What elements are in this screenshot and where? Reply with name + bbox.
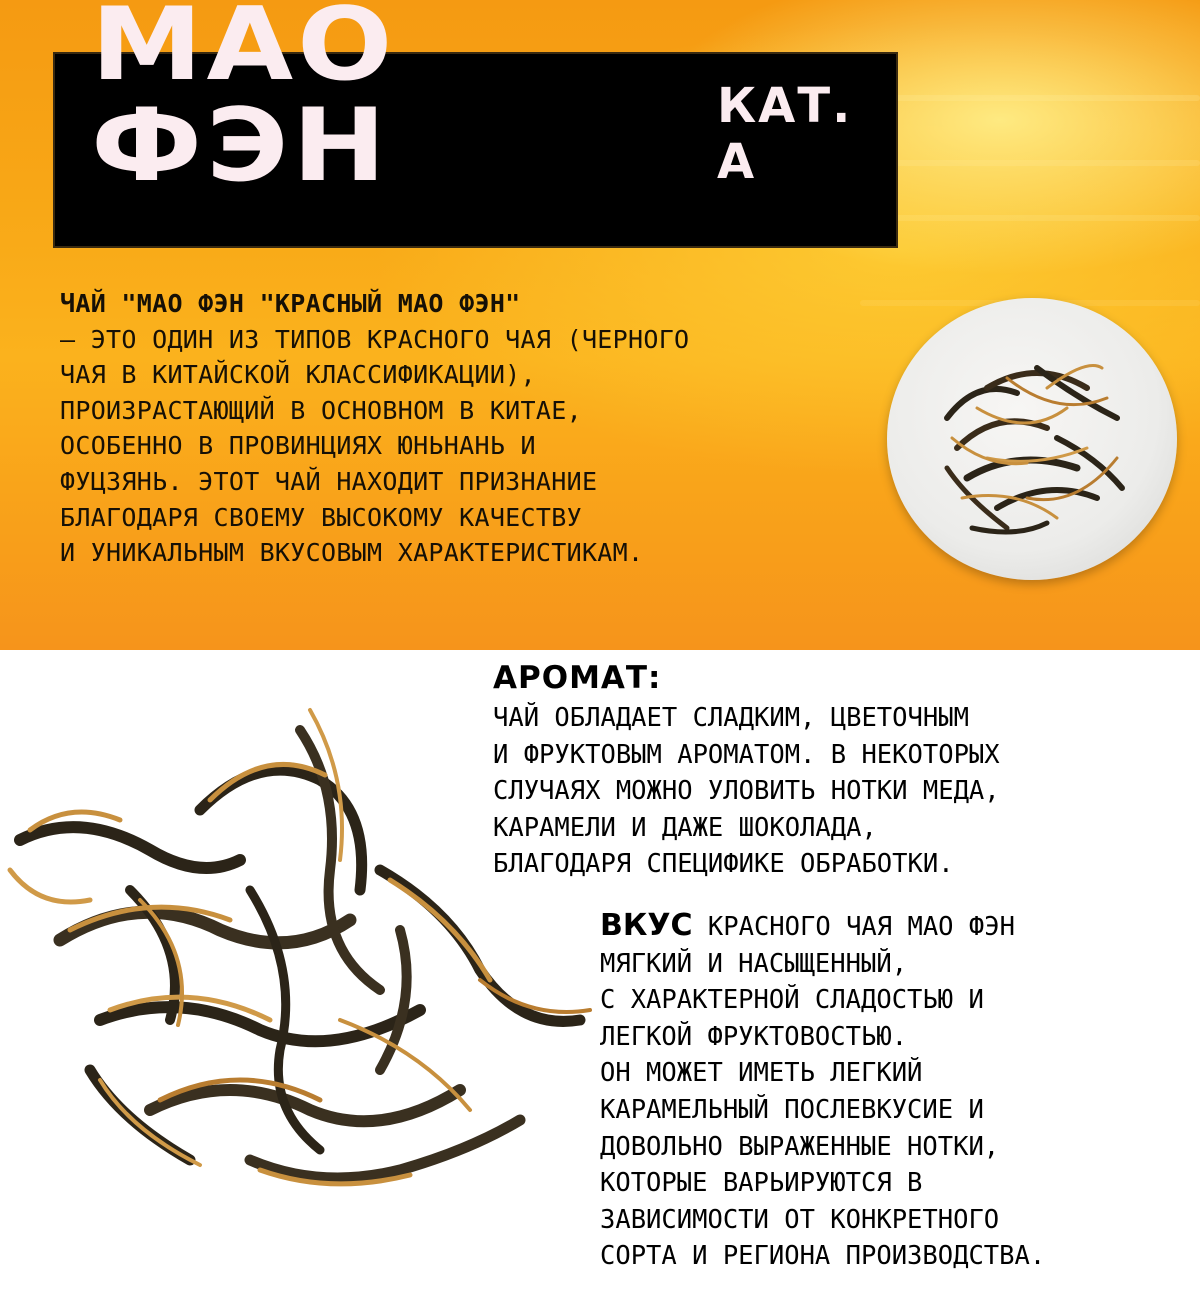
intro-text [60, 286, 880, 571]
taste-line: КОТОРЫЕ ВАРЬИРУЮТСЯ В [600, 1168, 923, 1199]
tea-on-plate-icon [887, 298, 1177, 580]
intro-bold-prefix: ЧАЙ "МАО ФЭН "КРАСНЫЙ МАО ФЭН" [60, 289, 521, 318]
taste-first-line: КРАСНОГО ЧАЯ МАО ФЭН [692, 912, 1015, 942]
intro-line: ПРОИЗРАСТАЮЩИЙ В ОСНОВНОМ В КИТАЕ, [60, 395, 582, 425]
taste-line: ДОВОЛЬНО ВЫРАЖЕННЫЕ НОТКИ, [600, 1131, 1000, 1162]
category-label: КАТ. А [716, 78, 853, 190]
intro-line: ОСОБЕННО В ПРОВИНЦИЯХ ЮНЬНАНЬ И [60, 431, 536, 461]
intro-line: ЧАЯ В КИТАЙСКОЙ КЛАССИФИКАЦИИ), [60, 360, 536, 390]
intro-line: — ЭТО ОДИН ИЗ ТИПОВ КРАСНОГО ЧАЯ (ЧЕРНОГО [60, 324, 690, 354]
aroma-line: БЛАГОДАРЯ СПЕЦИФИКЕ ОБРАБОТКИ. [493, 849, 954, 879]
aroma-line: СЛУЧАЯХ МОЖНО УЛОВИТЬ НОТКИ МЕДА, [493, 776, 1000, 806]
aroma-heading: АРОМАТ: [493, 660, 662, 696]
intro-line: БЛАГОДАРЯ СВОЕМУ ВЫСОКОМУ КАЧЕСТВУ [60, 502, 582, 532]
taste-line: КАРАМЕЛЬНЫЙ ПОСЛЕВКУСИЕ И [600, 1094, 984, 1125]
title-box [53, 0, 898, 248]
taste-line: ЗАВИСИМОСТИ ОТ КОНКРЕТНОГО [600, 1204, 1000, 1235]
taste-line: СОРТА И РЕГИОНА ПРОИЗВОДСТВА. [600, 1241, 1046, 1272]
taste-line: С ХАРАКТЕРНОЙ СЛАДОСТЬЮ И [600, 985, 984, 1016]
taste-line: ЛЕГКОЙ ФРУКТОВОСТЬЮ. [600, 1021, 908, 1052]
taste-text [600, 908, 1190, 1275]
taste-line: ОН МОЖЕТ ИМЕТЬ ЛЕГКИЙ [600, 1058, 923, 1089]
taste-line: МЯГКИЙ И НАСЫЩЕННЫЙ, [600, 948, 908, 979]
page-title: МАО ФЭН [91, 0, 397, 205]
taste-heading: ВКУС [600, 908, 693, 943]
intro-line: ФУЦЗЯНЬ. ЭТОТ ЧАЙ НАХОДИТ ПРИЗНАНИЕ [60, 466, 598, 496]
tea-plate-image [887, 298, 1177, 580]
aroma-text [493, 700, 1183, 883]
aroma-line: И ФРУКТОВЫМ АРОМАТОМ. В НЕКОТОРЫХ [493, 739, 1000, 770]
aroma-line: ЧАЙ ОБЛАДАЕТ СЛАДКИМ, ЦВЕТОЧНЫМ [493, 703, 969, 733]
aroma-line: КАРАМЕЛИ И ДАЖЕ ШОКОЛАДА, [493, 812, 877, 843]
intro-line: И УНИКАЛЬНЫМ ВКУСОВЫМ ХАРАКТЕРИСТИКАМ. [60, 538, 644, 568]
